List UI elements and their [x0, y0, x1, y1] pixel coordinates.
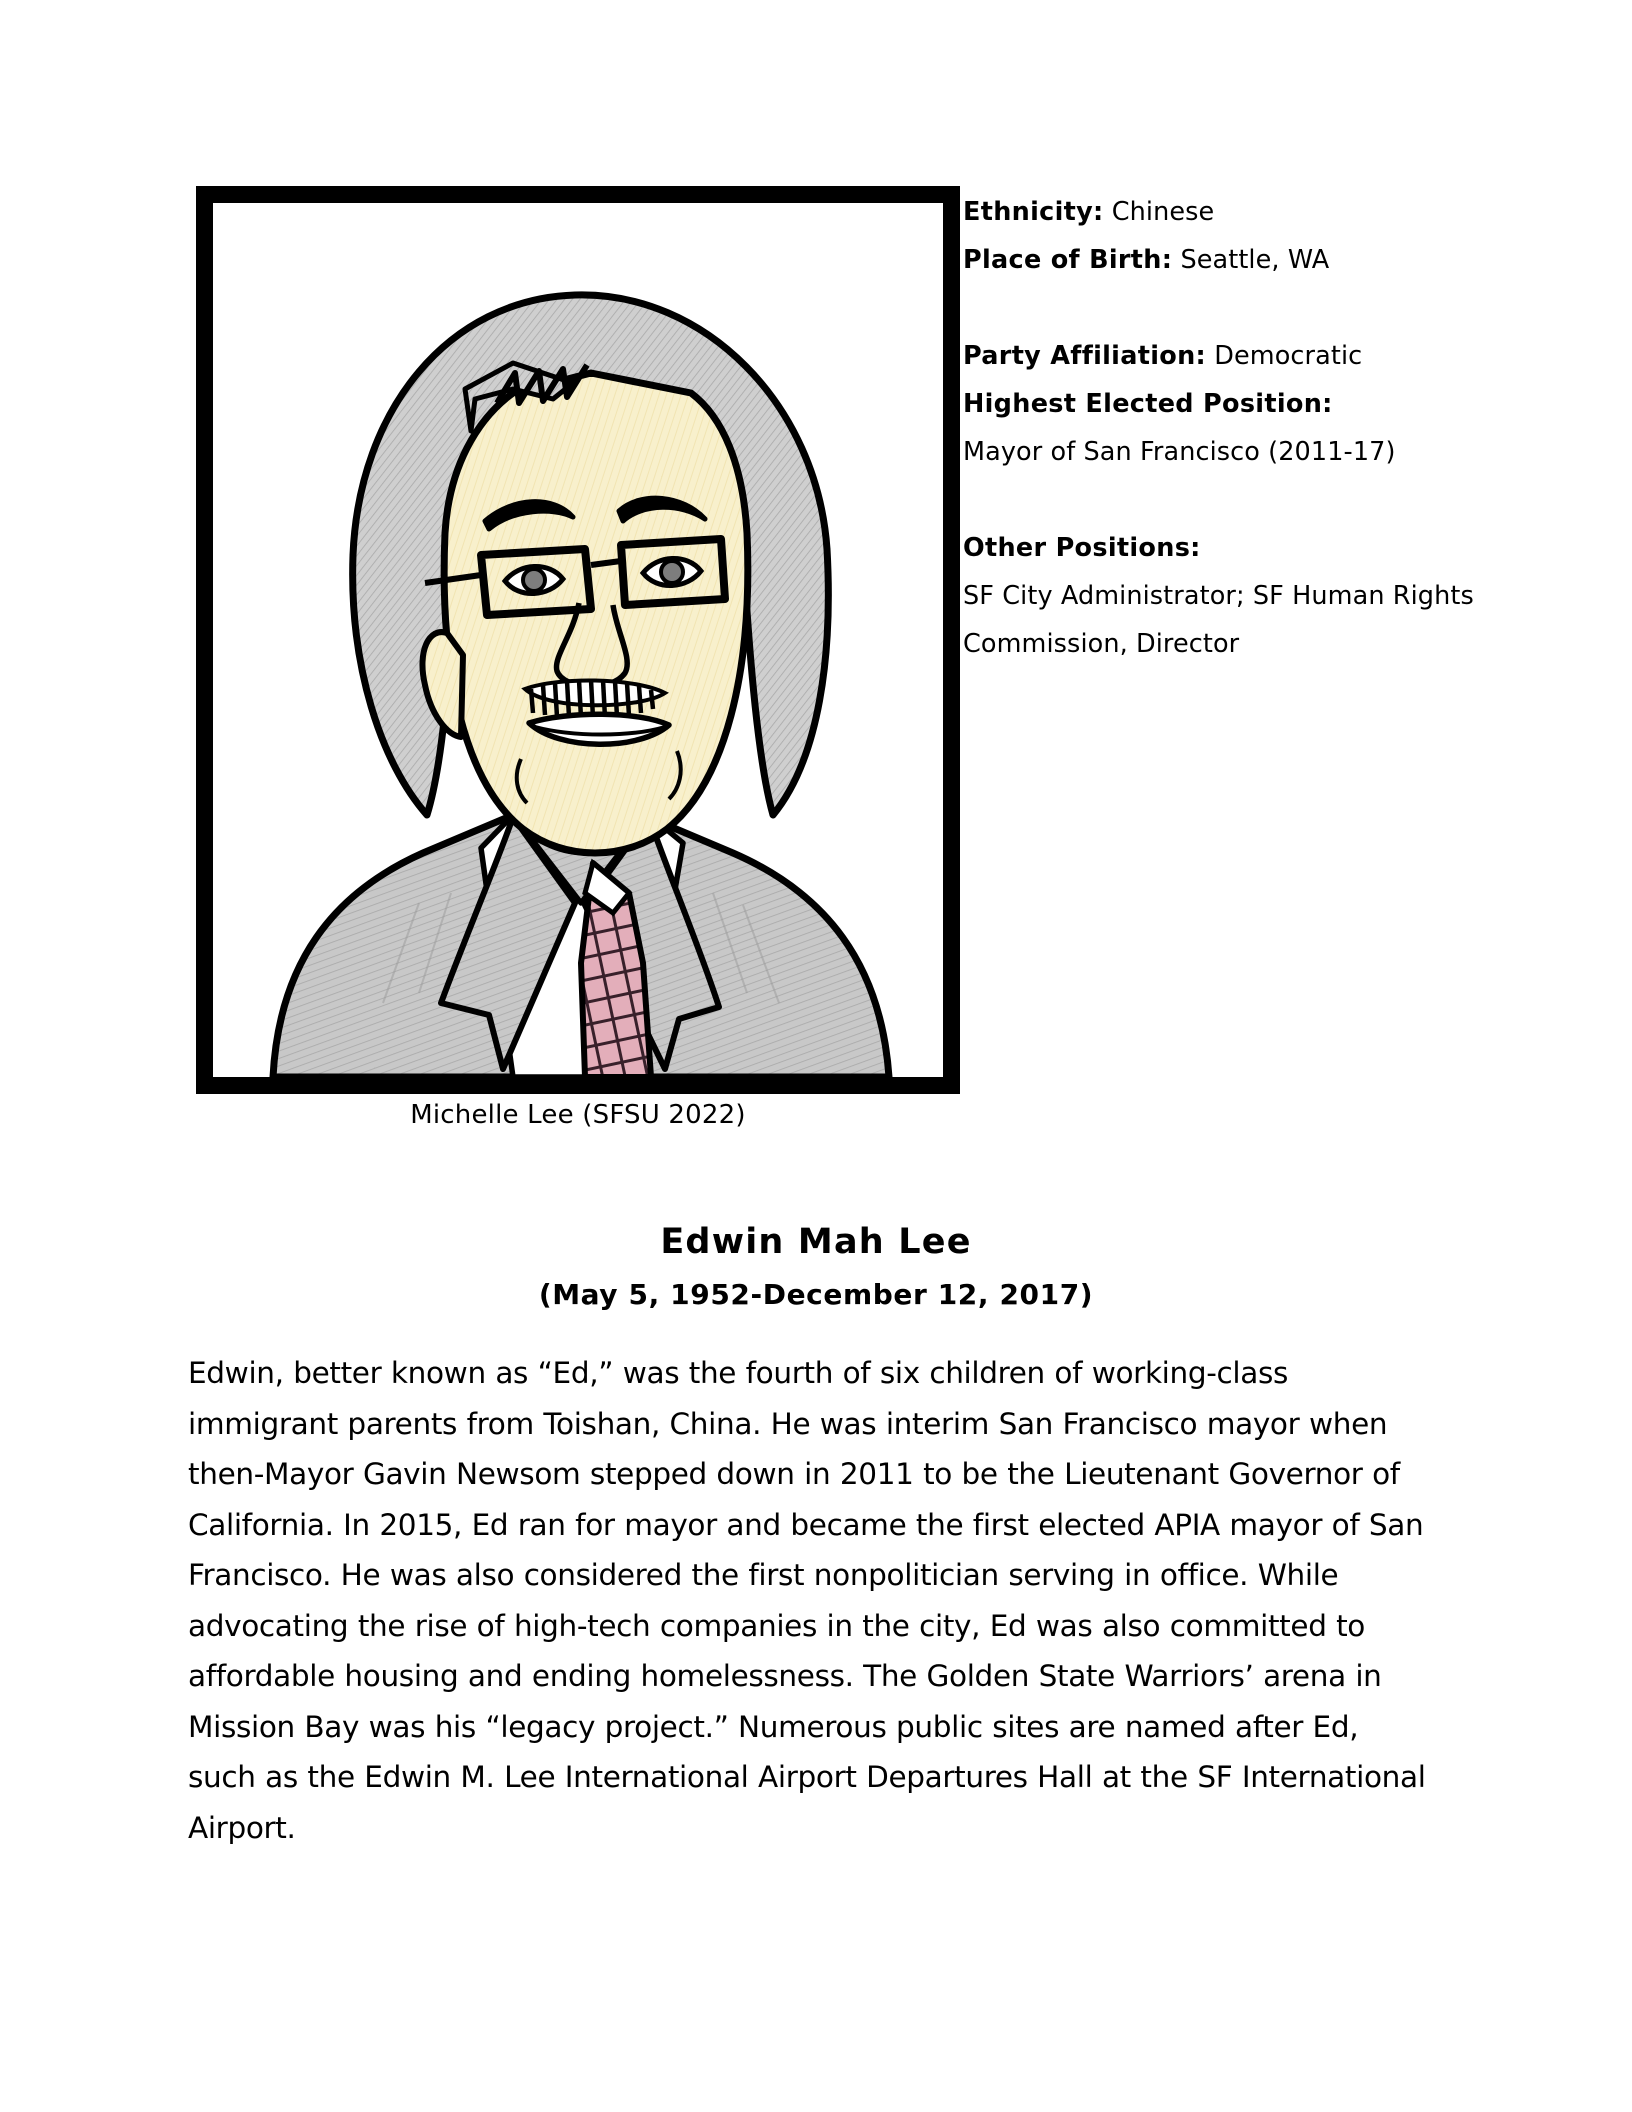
portrait-frame [196, 186, 960, 1094]
info-row-ethnicity [963, 188, 1483, 236]
biographical-info-block [963, 188, 1483, 668]
biography-paragraph: Edwin, better known as “Ed,” was the fourth of six children of working-class immigrant parents from Toishan, China. He was interim San Francisco mayor when then-Mayor Gavin Newsom stepped down in 2011 to be the Lieutenant Governor of California. In 2015, Ed ran for mayor and became the first elected APIA mayor of San Francisco. He was also considered the first nonpolitician serving in office. While advocating the rise of high-tech companies in the city, Ed was also committed to affordable housing and ending homelessness. The Golden State Warriors’ arena in Mission Bay was his “legacy project.” Numerous public sites are named after Ed, such as the Edwin M. Lee International Airport Departures Hall at the SF International Airport. [188, 1356, 1426, 1845]
place-of-birth-label: Place of Birth: [963, 245, 1173, 275]
life-dates: (May 5, 1952-December 12, 2017) [538, 1278, 1094, 1311]
info-row-highest-elected-position-value [963, 428, 1483, 476]
info-row-other-positions-value [963, 572, 1483, 668]
ethnicity-value: Chinese [1111, 197, 1215, 227]
info-row-highest-elected-position-label [963, 380, 1483, 428]
place-of-birth-value: Seattle, WA [1180, 245, 1330, 275]
page-title: Edwin Mah Lee [660, 1222, 972, 1262]
highest-elected-position-value: Mayor of San Francisco (2011-17) [963, 437, 1396, 467]
info-row-place-of-birth [963, 236, 1483, 284]
other-positions-label: Other Positions: [963, 533, 1201, 563]
portrait-illustration [213, 203, 943, 1077]
party-affiliation-label: Party Affiliation: [963, 341, 1207, 371]
other-positions-value: SF City Administrator; SF Human Rights Commission, Director [963, 581, 1474, 659]
info-row-party-affiliation [963, 332, 1483, 380]
info-spacer-1 [963, 284, 1483, 332]
info-row-other-positions-label [963, 524, 1483, 572]
party-affiliation-value: Democratic [1214, 341, 1363, 371]
portrait-caption: Michelle Lee (SFSU 2022) [410, 1100, 746, 1130]
highest-elected-position-label: Highest Elected Position: [963, 389, 1333, 419]
info-spacer-2 [963, 476, 1483, 524]
ethnicity-label: Ethnicity: [963, 197, 1104, 227]
